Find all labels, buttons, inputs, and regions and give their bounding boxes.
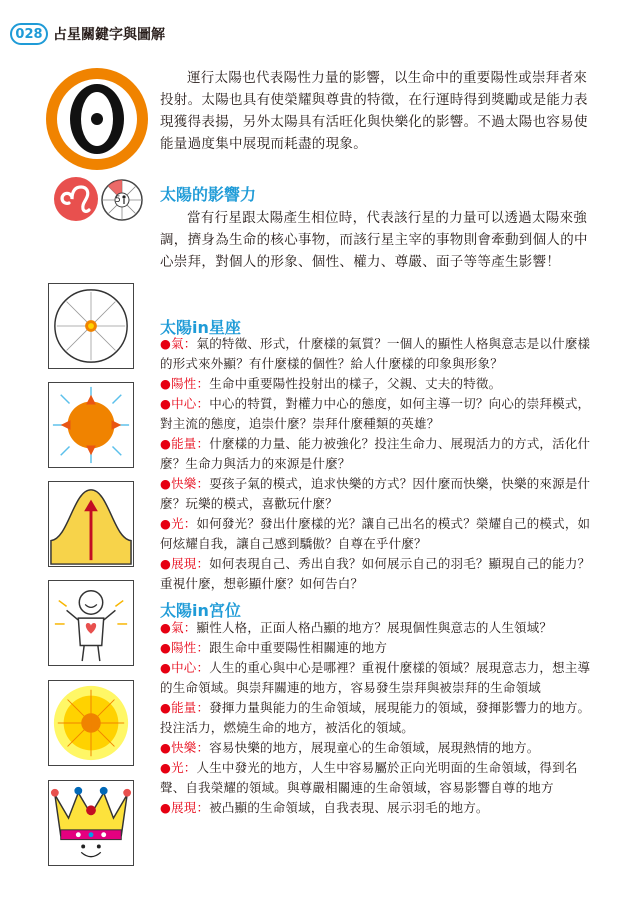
bright-sun-illustration [48,680,134,766]
list-item: ●氣：顯性人格，正面人格凸顯的地方？展現個性與意志的人生領域？ [160,620,553,635]
list-item: ●展現：如何表現自己、秀出自我？如何展示自己的羽毛？顯現自己的能力？重視什麼，想彰顯什麼？如何告白？ [160,556,591,591]
list-item: ●能量：發揮力量與能力的生命領域，展現能力的領域，發揮影響力的地方。投注活力，燃燒生命的地方，被活化的領域。 [160,700,591,735]
list-item: ●中心：中心的特質，對權力中心的態度，如何主導一切？向心的崇拜模式，對主流的態度，追崇什麼？崇拜什麼種類的英雄？ [160,396,591,431]
leo-glyph-icon [54,177,98,221]
crown-face-illustration [48,780,134,866]
in-house-list [160,618,592,818]
list-item: ●能量：什麼樣的力量、能力被強化？投注生命力、展現活力的方式，活化什麼？生命力與活力的來源是什麼？ [160,436,591,471]
list-item: ●光：人生中發光的地方，人生中容易屬於正向光明面的生命領域，得到名聲、自我榮耀的領域。與尊嚴相關連的生命領域，容易影響自尊的地方 [160,760,578,795]
page-header [10,21,165,47]
list-item: ●中心：人生的重心與中心是哪裡？重視什麼樣的領域？展現意志力，想主導的生命領域。與崇拜關連的地方，容易發生崇拜與被崇拜的生命領域 [160,660,591,695]
rising-arrow-illustration [48,481,134,567]
list-item: ●快樂：容易快樂的地方，展現童心的生命領域，展現熱情的地方。 [160,740,540,755]
list-item: ●展現：被凸顯的生命領域，自我表現、展示羽毛的地方。 [160,800,489,815]
list-item: ●氣：氣的特徵、形式，什麼樣的氣質？一個人的顯性人格與意志是以什麼樣的形式來外顯？有什麼樣的個性？給人什麼樣的印象與形象？ [160,336,591,371]
in-sign-heading: 太陽in星座 [160,318,241,337]
influence-paragraph: 當有行星跟太陽產生相位時，代表該行星的力量可以透過太陽來強調，擠身為生命的核心事物，而該行星主宰的事物則會牽動到個人的中心崇拜，對個人的形象、個性、權力、尊嚴、面子等等產生影響！ [160,210,588,270]
list-item: ●光：如何發光？發出什麼樣的光？讓自己出名的模式？榮耀自己的模式，如何炫耀自我，讓自己感到驕傲？自尊在乎什麼？ [160,516,591,551]
fifth-house-icon [100,178,144,222]
happy-person-illustration [48,580,134,666]
radiant-sun-illustration [48,382,134,468]
in-house-heading: 太陽in宮位 [160,601,241,620]
header-title: 占星關鍵字與圖解 [53,27,165,43]
list-item: ●陽性：生命中重要陽性投射出的樣子，父親、丈夫的特徵。 [160,376,502,391]
list-item: ●快樂：耍孩子氣的模式，追求快樂的方式？因什麼而快樂，快樂的來源是什麼？玩樂的模式，喜歡玩什麼？ [160,476,591,511]
in-sign-list [160,334,592,594]
house-number: 5 [115,195,121,205]
sun-dial-illustration [48,283,134,369]
influence-heading: 太陽的影響力 [160,185,257,204]
intro-paragraph: 運行太陽也代表陽性力量的影響，以生命中的重要陽性或崇拜者來投射。太陽也具有使榮耀與尊貴的特徵，在行運時得到獎勵或是能力表現獲得表揚，另外太陽具有活旺化與快樂化的影響。不過太陽也容易使能量過度集中展現而耗盡的現象。 [160,70,588,152]
list-item: ●陽性：跟生命中重要陽性相關連的地方 [160,640,388,655]
sun-symbol-icon [44,66,150,172]
page-number-badge: 028 [10,23,48,45]
